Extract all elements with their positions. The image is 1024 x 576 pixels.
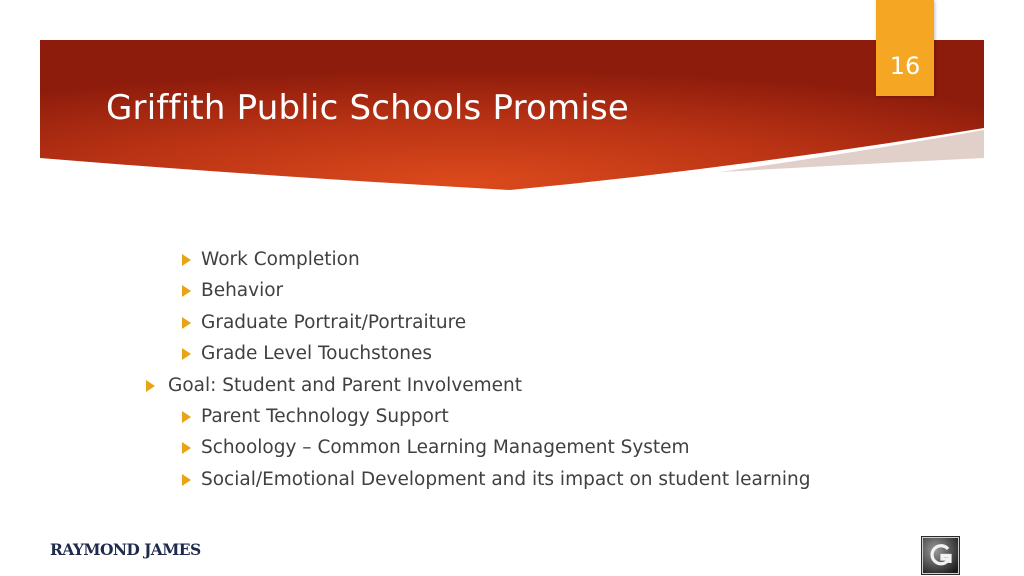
bullet-item (0, 464, 810, 495)
bullet-text: Social/Emotional Development and its impact on student learning (201, 468, 811, 490)
triangle-bullet-icon (182, 285, 191, 297)
triangle-bullet-icon (182, 442, 191, 454)
bullet-item (0, 338, 810, 369)
triangle-bullet-icon (182, 411, 191, 423)
raymond-james-logo: RAYMOND JAMES (50, 540, 201, 559)
bullet-text: Goal: Student and Parent Involvement (168, 374, 523, 396)
bullet-item (0, 275, 810, 306)
bullet-text: Schoology – Common Learning Management System (201, 437, 690, 459)
bullet-item (0, 307, 810, 338)
triangle-bullet-icon (182, 254, 191, 266)
triangle-bullet-icon (146, 380, 155, 392)
triangle-bullet-icon (182, 474, 191, 486)
page-number: 16 (889, 52, 921, 80)
triangle-bullet-icon (182, 317, 191, 329)
triangle-bullet-icon (182, 348, 191, 360)
bullet-text: Behavior (201, 280, 284, 302)
bullet-item (0, 244, 810, 275)
bullet-item (0, 401, 810, 432)
slide-title: Griffith Public Schools Promise (106, 88, 630, 128)
bullet-item (0, 370, 810, 401)
page-number-tab (876, 0, 934, 96)
griffith-g-logo-icon (921, 536, 960, 575)
bullet-text: Grade Level Touchstones (201, 343, 433, 365)
bullet-text: Parent Technology Support (201, 405, 449, 427)
bullet-item (0, 432, 810, 463)
bullet-text: Graduate Portrait/Portraiture (201, 311, 467, 333)
bullet-text: Work Completion (201, 249, 360, 270)
bullet-list (0, 244, 810, 495)
